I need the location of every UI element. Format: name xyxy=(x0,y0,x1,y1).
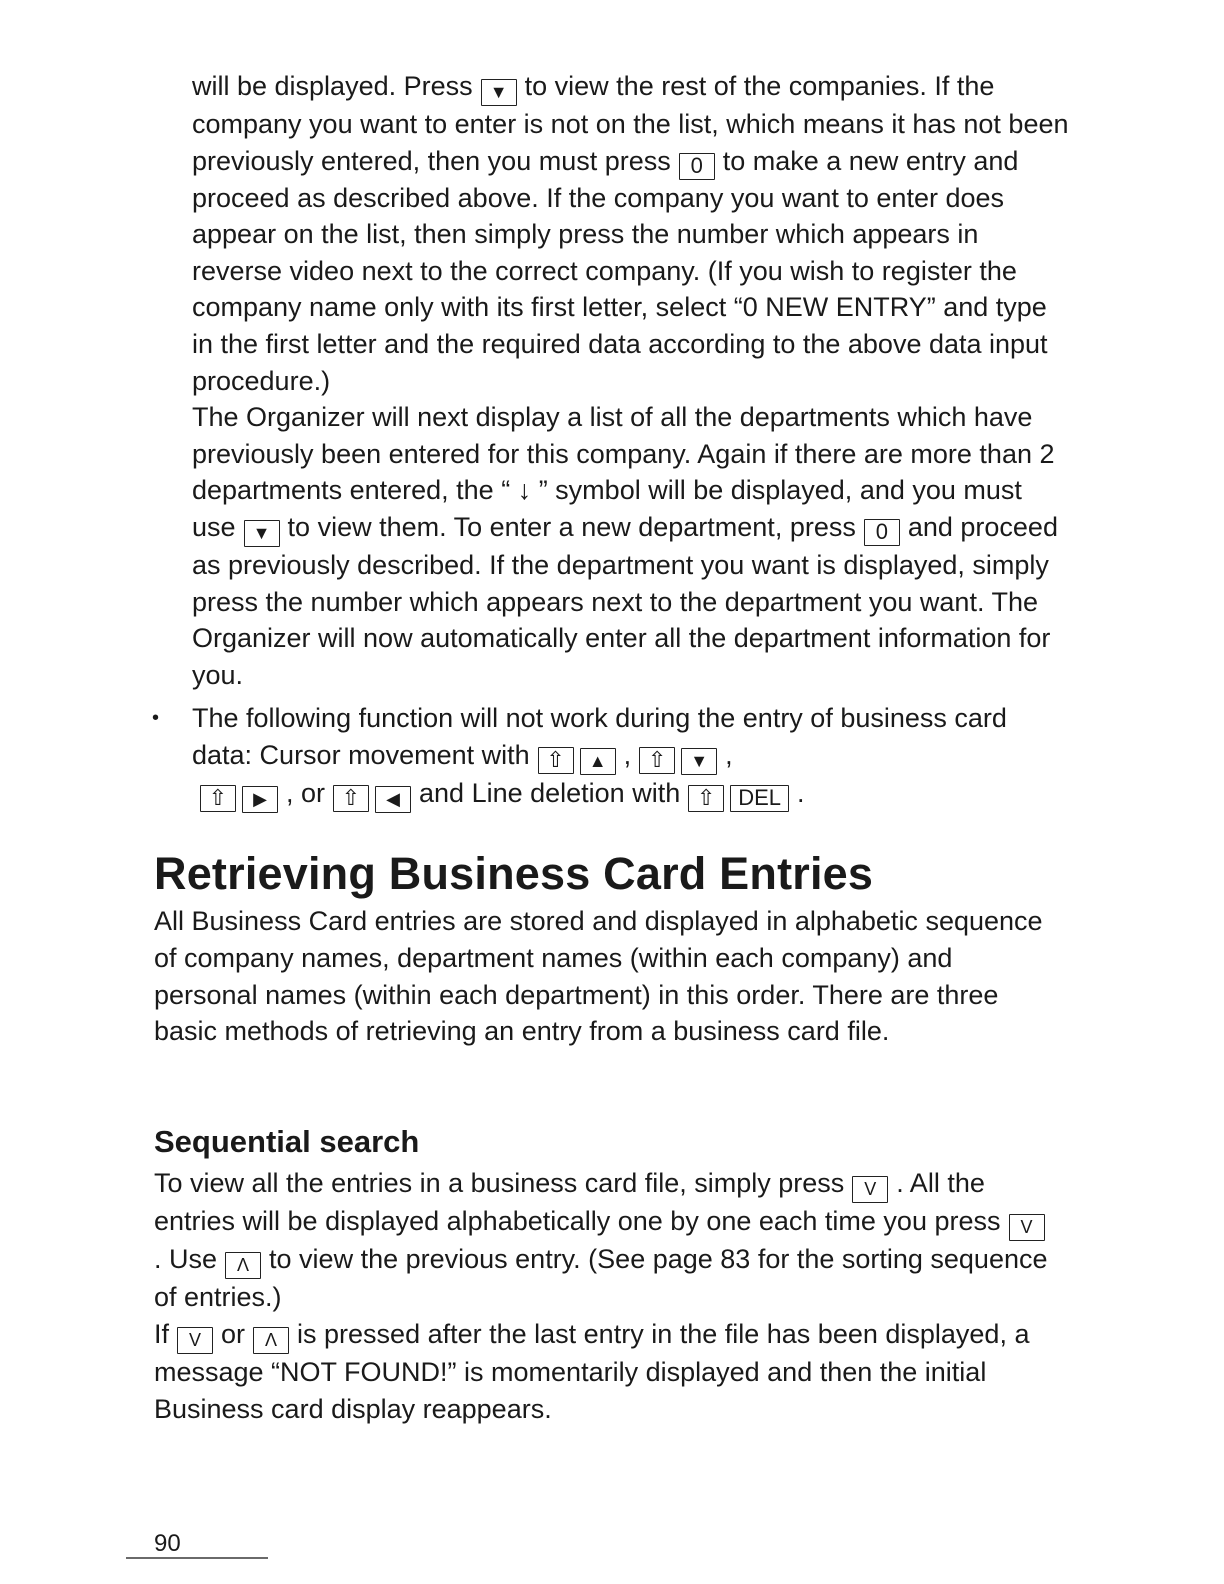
text: or xyxy=(221,1319,246,1349)
sequential-paragraph-2 xyxy=(154,1316,1054,1428)
text: . Use xyxy=(154,1244,218,1274)
footer-rule xyxy=(126,1557,268,1559)
v-key-icon: V xyxy=(177,1327,213,1354)
bullet-text xyxy=(192,700,1068,813)
intro-paragraph-1 xyxy=(192,68,1072,399)
shift-key-icon: ⇧ xyxy=(333,785,369,812)
intro-text: will be displayed. Press xyxy=(192,71,473,101)
text: . All the entries will be displayed alphabetically one by one each time you press xyxy=(154,1168,1001,1236)
sequential-search-section xyxy=(154,1165,1054,1428)
intro-text: to view them. To enter a new department, press xyxy=(287,511,856,542)
comma: , xyxy=(623,740,632,770)
sequential-paragraph-1 xyxy=(154,1165,1054,1316)
section-heading: Retrieving Business Card Entries xyxy=(154,848,874,899)
down-arrow-key-icon: ▼ xyxy=(681,748,717,775)
bullet-text-a: The following function will not work during the entry of business card data: Cursor movement with xyxy=(192,703,1007,770)
intro-text: and proceed as previously described. If the department you want is displayed, simply press the number which appears next to the department you want. The Organizer will now automatically enter all the department information for you. xyxy=(192,511,1058,690)
zero-key-icon: 0 xyxy=(864,519,900,546)
intro-text: The Organizer will next display a list of all the departments which have previously been entered for this company. Again if there are more than 2 departments entered, the “ ↓ ” symbol will be displayed, and you must use xyxy=(192,402,1055,542)
comma: , xyxy=(725,740,733,770)
down-arrow-key-icon: ▼ xyxy=(481,79,517,106)
intro-text: to make a new entry and proceed as described above. If the company you want to enter does appear on the list, then simply press the number which appears in reverse video next to the correct company. (If you wish to register the company name only with its first letter, select “0 NEW ENTRY” and type in the first letter and the required data according to the above data input procedure.) xyxy=(192,145,1048,396)
period: . xyxy=(797,778,805,808)
or-text: , or xyxy=(286,778,326,808)
intro-section xyxy=(192,68,1072,693)
intro-text: to view the rest of the companies. If the company you want to enter is not on the list, which means it has not been previously entered, then you must press xyxy=(192,71,1069,176)
shift-down-key-combo xyxy=(631,740,725,770)
shift-key-icon: ⇧ xyxy=(688,785,724,812)
caret-key-icon: Λ xyxy=(253,1327,289,1354)
page-number: 90 xyxy=(154,1530,181,1557)
intro-paragraph-2 xyxy=(192,399,1072,693)
text: To view all the entries in a business card file, simply press xyxy=(154,1168,845,1198)
v-key-icon: V xyxy=(852,1176,888,1203)
v-key-icon: V xyxy=(1009,1214,1045,1241)
text: If xyxy=(154,1319,170,1349)
shift-left-key-combo xyxy=(325,778,419,808)
shift-right-key-combo xyxy=(192,778,286,808)
text: is pressed after the last entry in the file has been displayed, a message “NOT FOUND!” is momentarily displayed and then the initial Business card display reappears. xyxy=(154,1319,1030,1424)
del-key-icon: DEL xyxy=(730,785,789,812)
shift-key-icon: ⇧ xyxy=(200,785,236,812)
shift-key-icon: ⇧ xyxy=(538,747,574,774)
down-arrow-key-icon: ▼ xyxy=(244,520,280,547)
bullet-dot-icon: • xyxy=(152,707,160,729)
text: to view the previous entry. (See page 83 for the sorting sequence of entries.) xyxy=(154,1244,1048,1312)
bullet-item xyxy=(148,700,1068,813)
shift-del-key-combo xyxy=(680,778,797,808)
right-arrow-key-icon: ▶ xyxy=(242,786,278,813)
up-arrow-key-icon: ▲ xyxy=(580,748,616,775)
left-arrow-key-icon: ◀ xyxy=(375,786,411,813)
shift-key-icon: ⇧ xyxy=(639,747,675,774)
subsection-heading: Sequential search xyxy=(154,1124,420,1159)
caret-key-icon: Λ xyxy=(225,1252,261,1279)
section-intro-paragraph: All Business Card entries are stored and displayed in alphabetic sequence of company names, department names (within each company) and personal names (within each department) in this order. There are three basic methods of retrieving an entry from a business card file. xyxy=(154,906,1043,1047)
zero-key-icon: 0 xyxy=(679,153,715,180)
shift-up-key-combo xyxy=(530,740,624,770)
bullet-text-b: and Line deletion with xyxy=(419,778,681,808)
